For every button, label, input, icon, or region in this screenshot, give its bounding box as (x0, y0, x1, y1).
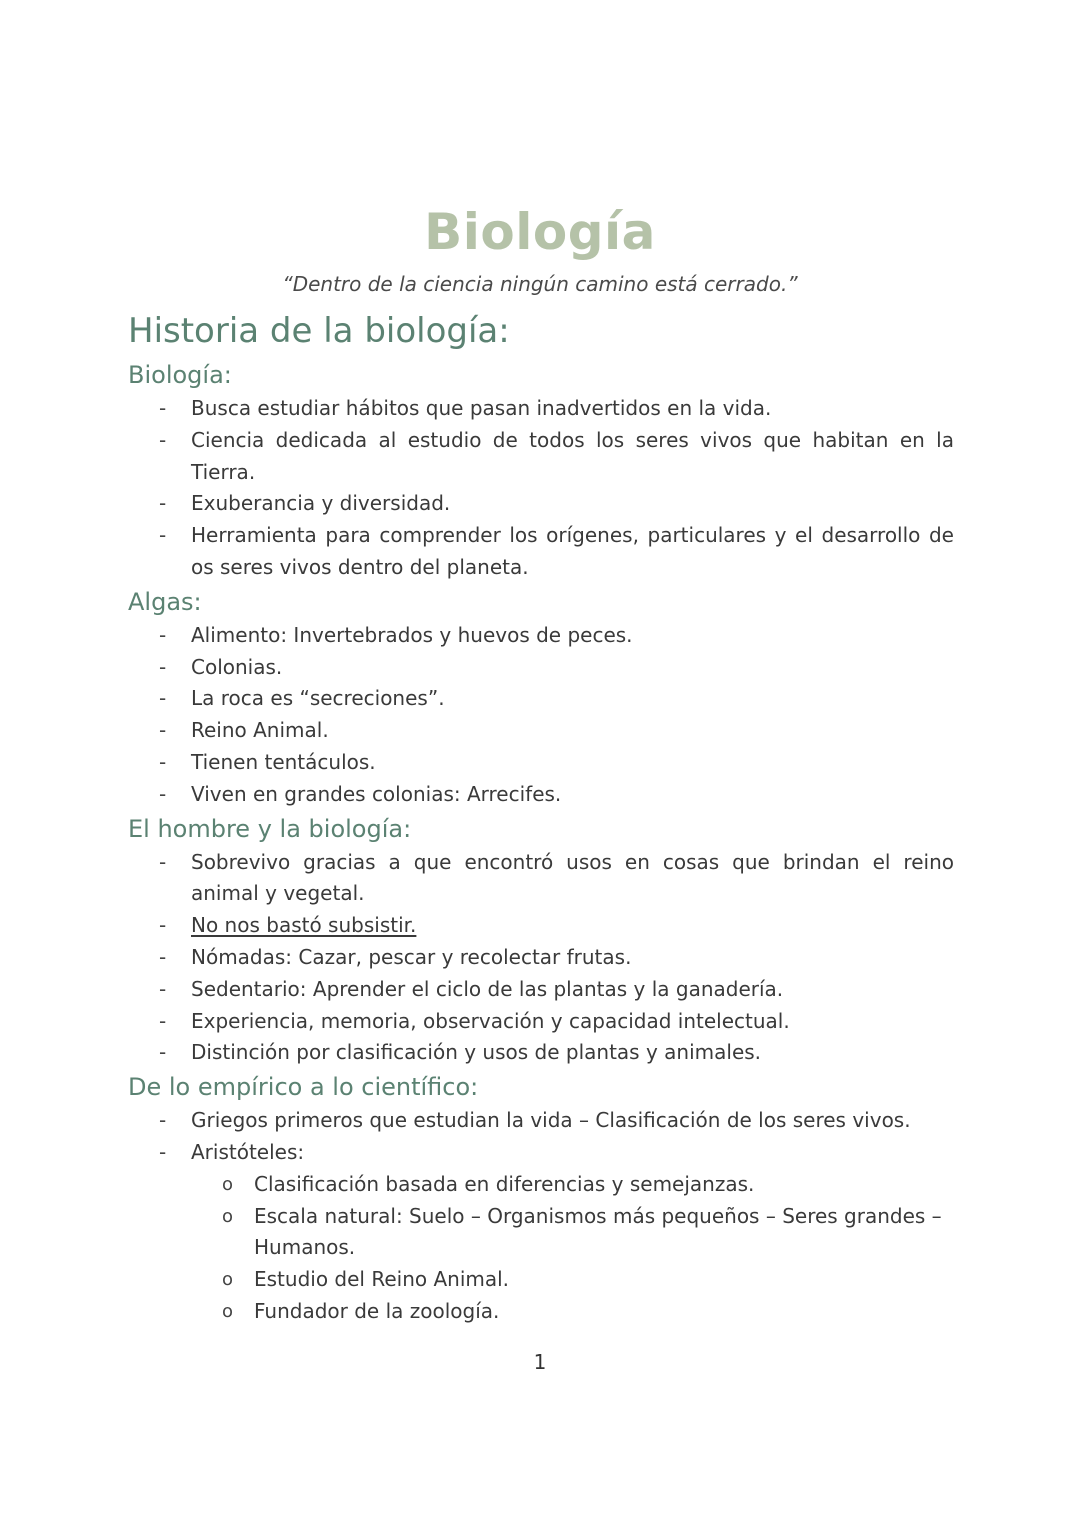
dash-marker: - (159, 1108, 167, 1133)
sub-list-item: o Estudio del Reino Animal. (128, 1264, 954, 1296)
dash-marker: - (159, 654, 167, 679)
circle-marker: o (222, 1269, 234, 1291)
dash-marker: - (159, 1008, 167, 1033)
section-title-hombre-biologia: El hombre y la biología: (128, 814, 412, 843)
list-item: - Griegos primeros que estudian la vida – Clasificación de los seres vivos. (128, 1105, 954, 1137)
bullet-list-algas (128, 620, 954, 811)
sub-list-item: o Fundador de la zoología. (128, 1296, 954, 1328)
dash-marker: - (159, 976, 167, 1001)
document-quote: “Dentro de la ciencia ningún camino está cerrado.” (282, 272, 798, 296)
dash-marker: - (159, 781, 167, 806)
bullet-list-biologia (128, 393, 954, 584)
dash-marker: - (159, 523, 167, 548)
list-item (128, 910, 954, 942)
dash-marker: - (159, 491, 167, 516)
list-item: - Tienen tentáculos. (128, 747, 954, 779)
bullet-list-hombre-biologia (128, 847, 954, 1070)
list-item: - Experiencia, memoria, observación y capacidad intelectual. (128, 1006, 954, 1038)
list-item: - Colonias. (128, 652, 954, 684)
document-title: Biología (424, 203, 656, 261)
list-item: - Herramienta para comprender los orígenes, particulares y el desarrollo de os seres vivos dentro del planeta. (128, 520, 954, 584)
list-item: - Exuberancia y diversidad. (128, 488, 954, 520)
sub-bullet-list-aristoteles (128, 1169, 954, 1328)
list-item: - Distinción por clasificación y usos de plantas y animales. (128, 1037, 954, 1069)
section-title-empirico-cientifico: De lo empírico a lo científico: (128, 1073, 479, 1102)
dash-marker: - (159, 622, 167, 647)
list-item: - Reino Animal. (128, 715, 954, 747)
sub-list-item: o Clasificación basada en diferencias y semejanzas. (128, 1169, 954, 1201)
dash-marker: - (159, 849, 167, 874)
bullet-list-empirico-cientifico (128, 1105, 954, 1169)
list-item: - Sobrevivo gracias a que encontró usos en cosas que brindan el reino animal y vegetal. (128, 847, 954, 911)
list-item: - Sedentario: Aprender el ciclo de las plantas y la ganadería. (128, 974, 954, 1006)
list-item: - Aristóteles: (128, 1137, 954, 1169)
section-title-biologia: Biología: (128, 361, 232, 389)
list-item: - Ciencia dedicada al estudio de todos los seres vivos que habitan en la Tierra. (128, 425, 954, 489)
list-item: - Busca estudiar hábitos que pasan inadvertidos en la vida. (128, 393, 954, 425)
dash-marker: - (159, 427, 167, 452)
section-title-algas: Algas: (128, 587, 202, 616)
dash-marker: - (159, 1040, 167, 1065)
list-item: - La roca es “secreciones”. (128, 683, 954, 715)
circle-marker: o (222, 1205, 234, 1227)
document-body (128, 300, 954, 1328)
underlined-text: No nos bastó subsistir. (191, 913, 417, 938)
dash-marker: - (159, 718, 167, 743)
dash-marker: - (159, 749, 167, 774)
sub-list-item: o Escala natural: Suelo – Organismos más pequeños – Seres grandes – Humanos. (128, 1201, 954, 1265)
main-heading: Historia de la biología: (128, 311, 510, 351)
list-item: - Alimento: Invertebrados y huevos de peces. (128, 620, 954, 652)
dash-marker: - (159, 1139, 167, 1164)
list-item: - Nómadas: Cazar, pescar y recolectar frutas. (128, 942, 954, 974)
circle-marker: o (222, 1300, 234, 1322)
page-number: 1 (533, 1350, 547, 1374)
circle-marker: o (222, 1173, 234, 1195)
dash-marker: - (159, 913, 167, 938)
list-item: - Viven en grandes colonias: Arrecifes. (128, 779, 954, 811)
dash-marker: - (159, 686, 167, 711)
dash-marker: - (159, 396, 167, 420)
dash-marker: - (159, 944, 167, 969)
